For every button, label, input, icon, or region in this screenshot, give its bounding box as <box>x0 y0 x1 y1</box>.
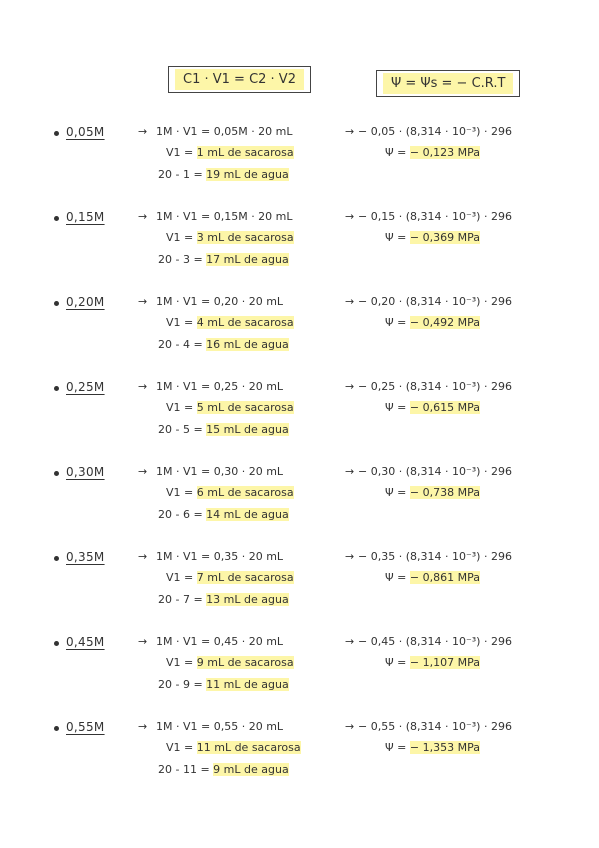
water-volume-value: 11 mL de agua <box>206 678 289 691</box>
water-volume-value: 14 mL de agua <box>206 508 289 521</box>
sucrose-volume <box>166 231 294 245</box>
sucrose-volume <box>166 401 294 415</box>
water-volume-prefix: 20 - 6 = <box>158 508 207 521</box>
water-potential-value: − 0,615 MPa <box>409 401 480 414</box>
water-volume <box>158 168 289 182</box>
water-potential-result <box>385 401 480 415</box>
dilution-equation: 1M · V1 = 0,20 · 20 mL <box>156 295 284 308</box>
calculation-row <box>0 380 599 446</box>
water-volume <box>158 423 289 437</box>
arrow-right-icon: → <box>138 550 148 563</box>
sucrose-volume <box>166 316 294 330</box>
water-potential-result <box>385 316 480 330</box>
potential-calculation: − 0,45 · (8,314 · 10⁻³) · 296 <box>358 635 512 648</box>
water-potential-result <box>385 656 480 670</box>
arrow-right-icon: → <box>345 550 355 563</box>
bullet-icon <box>54 641 59 646</box>
arrow-right-icon: → <box>138 465 148 478</box>
dilution-equation: 1M · V1 = 0,35 · 20 mL <box>156 550 284 563</box>
sucrose-volume-value: 11 mL de sacarosa <box>196 741 301 754</box>
sucrose-volume-value: 9 mL de sacarosa <box>196 656 294 669</box>
sucrose-volume-value: 6 mL de sacarosa <box>196 486 294 499</box>
calculation-row <box>0 125 599 191</box>
water-potential-value: − 0,861 MPa <box>409 571 480 584</box>
calculation-row <box>0 465 599 531</box>
arrow-right-icon: → <box>345 720 355 733</box>
water-volume-value: 16 mL de agua <box>206 338 289 351</box>
water-volume-value: 19 mL de agua <box>206 168 289 181</box>
water-potential-formula-box <box>376 70 520 97</box>
calculation-row <box>0 720 599 786</box>
arrow-right-icon: → <box>138 635 148 648</box>
bullet-icon <box>54 556 59 561</box>
concentration-label: 0,45M <box>66 635 105 649</box>
water-volume-value: 17 mL de agua <box>206 253 289 266</box>
concentration-label: 0,05M <box>66 125 105 139</box>
sucrose-volume <box>166 571 294 585</box>
arrow-right-icon: → <box>138 210 148 223</box>
dilution-equation: 1M · V1 = 0,25 · 20 mL <box>156 380 284 393</box>
bullet-icon <box>54 216 59 221</box>
water-potential-prefix: Ψ = <box>385 741 410 754</box>
arrow-right-icon: → <box>345 210 355 223</box>
water-volume-value: 15 mL de agua <box>206 423 289 436</box>
arrow-right-icon: → <box>138 125 148 138</box>
water-volume-prefix: 20 - 4 = <box>158 338 207 351</box>
calculation-row <box>0 210 599 276</box>
water-potential-value: − 1,353 MPa <box>409 741 480 754</box>
water-volume <box>158 678 289 692</box>
water-volume-prefix: 20 - 11 = <box>158 763 214 776</box>
water-volume <box>158 253 289 267</box>
water-volume <box>158 338 289 352</box>
water-potential-value: − 1,107 MPa <box>409 656 480 669</box>
water-potential-prefix: Ψ = <box>385 231 410 244</box>
calculation-row <box>0 550 599 616</box>
arrow-right-icon: → <box>345 380 355 393</box>
sucrose-volume-prefix: V1 = <box>166 401 197 414</box>
water-volume-prefix: 20 - 3 = <box>158 253 207 266</box>
water-volume-value: 13 mL de agua <box>206 593 289 606</box>
arrow-right-icon: → <box>138 720 148 733</box>
arrow-right-icon: → <box>345 465 355 478</box>
water-potential-prefix: Ψ = <box>385 486 410 499</box>
arrow-right-icon: → <box>345 295 355 308</box>
potential-calculation: − 0,30 · (8,314 · 10⁻³) · 296 <box>358 465 512 478</box>
potential-calculation: − 0,05 · (8,314 · 10⁻³) · 296 <box>358 125 512 138</box>
water-volume-prefix: 20 - 1 = <box>158 168 207 181</box>
concentration-label: 0,35M <box>66 550 105 564</box>
sucrose-volume-value: 4 mL de sacarosa <box>196 316 294 329</box>
sucrose-volume-value: 7 mL de sacarosa <box>196 571 294 584</box>
water-potential-formula: Ψ = Ψs = − C.R.T <box>383 73 513 94</box>
dilution-equation: 1M · V1 = 0,05M · 20 mL <box>156 125 293 138</box>
water-potential-prefix: Ψ = <box>385 571 410 584</box>
water-potential-prefix: Ψ = <box>385 401 410 414</box>
water-potential-result <box>385 486 480 500</box>
sucrose-volume <box>166 656 294 670</box>
potential-calculation: − 0,20 · (8,314 · 10⁻³) · 296 <box>358 295 512 308</box>
water-potential-result <box>385 146 480 160</box>
sucrose-volume <box>166 741 301 755</box>
water-potential-value: − 0,738 MPa <box>409 486 480 499</box>
dilution-equation: 1M · V1 = 0,55 · 20 mL <box>156 720 284 733</box>
sucrose-volume <box>166 486 294 500</box>
dilution-formula: C1 · V1 = C2 · V2 <box>175 69 304 90</box>
potential-calculation: − 0,15 · (8,314 · 10⁻³) · 296 <box>358 210 512 223</box>
dilution-equation: 1M · V1 = 0,45 · 20 mL <box>156 635 284 648</box>
water-potential-result <box>385 571 480 585</box>
sucrose-volume-prefix: V1 = <box>166 486 197 499</box>
calculation-row <box>0 635 599 701</box>
water-potential-prefix: Ψ = <box>385 656 410 669</box>
concentration-label: 0,55M <box>66 720 105 734</box>
sucrose-volume-prefix: V1 = <box>166 656 197 669</box>
sucrose-volume-value: 3 mL de sacarosa <box>196 231 294 244</box>
sucrose-volume-prefix: V1 = <box>166 571 197 584</box>
potential-calculation: − 0,25 · (8,314 · 10⁻³) · 296 <box>358 380 512 393</box>
bullet-icon <box>54 301 59 306</box>
arrow-right-icon: → <box>345 635 355 648</box>
bullet-icon <box>54 726 59 731</box>
dilution-equation: 1M · V1 = 0,15M · 20 mL <box>156 210 293 223</box>
water-volume-prefix: 20 - 5 = <box>158 423 207 436</box>
water-volume <box>158 593 289 607</box>
water-volume-prefix: 20 - 7 = <box>158 593 207 606</box>
sucrose-volume-prefix: V1 = <box>166 231 197 244</box>
sucrose-volume-value: 5 mL de sacarosa <box>196 401 294 414</box>
arrow-right-icon: → <box>138 295 148 308</box>
calculation-row <box>0 295 599 361</box>
water-volume <box>158 508 289 522</box>
potential-calculation: − 0,35 · (8,314 · 10⁻³) · 296 <box>358 550 512 563</box>
arrow-right-icon: → <box>345 125 355 138</box>
bullet-icon <box>54 471 59 476</box>
water-potential-value: − 0,492 MPa <box>409 316 480 329</box>
sucrose-volume <box>166 146 294 160</box>
bullet-icon <box>54 386 59 391</box>
water-volume <box>158 763 289 777</box>
water-potential-prefix: Ψ = <box>385 316 410 329</box>
concentration-label: 0,30M <box>66 465 105 479</box>
concentration-label: 0,15M <box>66 210 105 224</box>
water-potential-value: − 0,369 MPa <box>409 231 480 244</box>
water-potential-value: − 0,123 MPa <box>409 146 480 159</box>
arrow-right-icon: → <box>138 380 148 393</box>
concentration-label: 0,20M <box>66 295 105 309</box>
dilution-formula-box <box>168 66 311 93</box>
dilution-equation: 1M · V1 = 0,30 · 20 mL <box>156 465 284 478</box>
water-potential-result <box>385 741 480 755</box>
bullet-icon <box>54 131 59 136</box>
potential-calculation: − 0,55 · (8,314 · 10⁻³) · 296 <box>358 720 512 733</box>
sucrose-volume-prefix: V1 = <box>166 741 197 754</box>
water-volume-value: 9 mL de agua <box>213 763 289 776</box>
sucrose-volume-value: 1 mL de sacarosa <box>196 146 294 159</box>
water-volume-prefix: 20 - 9 = <box>158 678 207 691</box>
water-potential-prefix: Ψ = <box>385 146 410 159</box>
sucrose-volume-prefix: V1 = <box>166 146 197 159</box>
sucrose-volume-prefix: V1 = <box>166 316 197 329</box>
concentration-label: 0,25M <box>66 380 105 394</box>
water-potential-result <box>385 231 480 245</box>
